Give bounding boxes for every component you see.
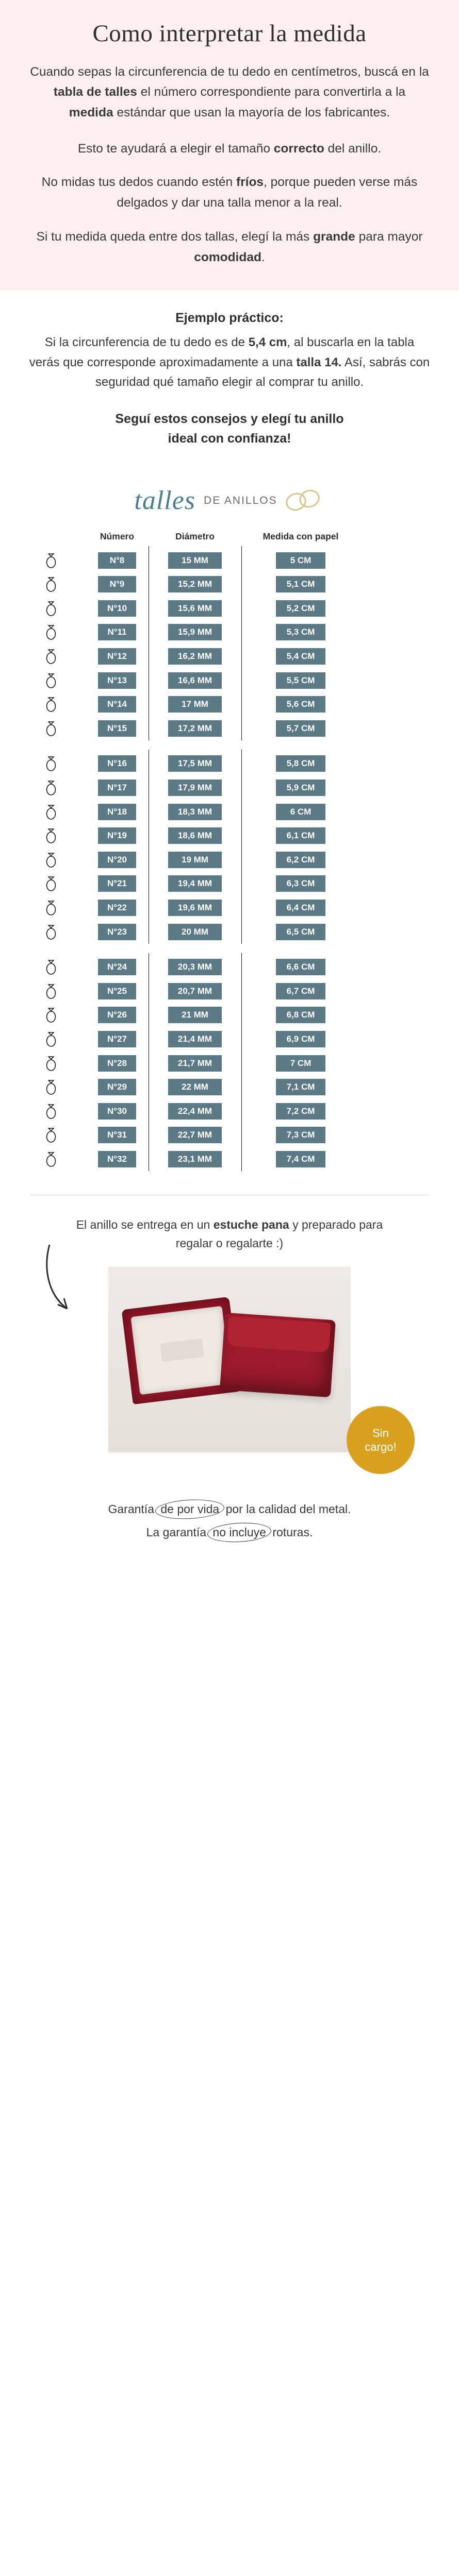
row-papel-cell (241, 875, 360, 892)
table-row (30, 920, 429, 944)
row-diametro-cell (149, 875, 241, 892)
numero-chip: N°16 (98, 755, 136, 772)
row-papel-cell (241, 900, 360, 916)
numero-chip: N°25 (98, 983, 136, 999)
intro-p1-bold-medida: medida (69, 106, 113, 120)
diametro-chip: 16,6 MM (168, 672, 222, 689)
numero-chip: N°31 (98, 1127, 136, 1143)
ring-icon (43, 1126, 59, 1144)
numero-chip: N°23 (98, 924, 136, 940)
warranty-line-2 (31, 1523, 428, 1542)
diametro-chip: 20,3 MM (168, 959, 222, 975)
table-column-headers (30, 531, 429, 542)
papel-chip: 5,7 CM (276, 720, 325, 737)
intro-p4-bold-comodidad: comodidad (194, 250, 261, 264)
ring-box-lid-inner (130, 1306, 231, 1395)
diametro-chip: 17 MM (168, 696, 222, 713)
row-numero-cell (86, 852, 149, 868)
gift-box-section (0, 1195, 459, 1452)
gift-box-bold-estuche: estuche pana (213, 1218, 289, 1232)
row-diametro-cell (149, 983, 241, 999)
table-row (30, 572, 429, 597)
table-row (30, 620, 429, 645)
papel-chip: 6,1 CM (276, 827, 325, 844)
row-ring-icon-cell (30, 575, 86, 593)
table-row (30, 848, 429, 872)
row-papel-cell (241, 804, 360, 820)
row-diametro-cell (149, 1007, 241, 1023)
ring-icon (43, 720, 59, 737)
diametro-chip: 23,1 MM (168, 1151, 222, 1167)
row-diametro-cell (149, 1127, 241, 1143)
ring-icon (43, 648, 59, 665)
gift-box-text (75, 1216, 384, 1252)
diametro-chip: 18,6 MM (168, 827, 222, 844)
row-diametro-cell (149, 1151, 241, 1167)
ring-icon (43, 803, 59, 821)
row-numero-cell (86, 827, 149, 844)
table-group-gap (30, 944, 429, 955)
row-ring-icon-cell (30, 982, 86, 1000)
ring-box-photo (108, 1267, 351, 1452)
row-diametro-cell (149, 1079, 241, 1095)
papel-chip: 6,9 CM (276, 1031, 325, 1047)
row-papel-cell (241, 852, 360, 868)
column-divider-right (241, 750, 242, 944)
row-ring-icon-cell (30, 600, 86, 617)
row-numero-cell (86, 672, 149, 689)
gift-box-part-c: y preparado para regalar o regalarte :) (175, 1218, 383, 1250)
ring-icon (43, 982, 59, 1000)
row-ring-icon-cell (30, 803, 86, 821)
numero-chip: N°12 (98, 648, 136, 665)
page-title: Como interpretar la medida (92, 20, 367, 47)
table-row (30, 1147, 429, 1172)
numero-chip: N°26 (98, 1007, 136, 1023)
numero-chip: N°19 (98, 827, 136, 844)
numero-chip: N°10 (98, 600, 136, 617)
row-numero-cell (86, 755, 149, 772)
papel-chip: 5,9 CM (276, 779, 325, 796)
row-papel-cell (241, 924, 360, 940)
row-numero-cell (86, 1031, 149, 1047)
warranty-2-highlight: no incluye (209, 1523, 269, 1542)
numero-chip: N°8 (98, 552, 136, 569)
table-row-group (30, 548, 429, 740)
ring-icon (43, 575, 59, 593)
table-row (30, 979, 429, 1003)
table-group-gap (30, 740, 429, 752)
table-row (30, 1123, 429, 1147)
row-diametro-cell (149, 696, 241, 713)
ring-icon (43, 1055, 59, 1072)
ring-icon (43, 899, 59, 917)
ring-icon (43, 875, 59, 892)
row-numero-cell (86, 1055, 149, 1072)
row-diametro-cell (149, 959, 241, 975)
row-diametro-cell (149, 600, 241, 617)
intro-p1-part-a: Cuando sepas la circunferencia de tu dedo en centímetros, buscá en la (30, 64, 429, 79)
row-ring-icon-cell (30, 1055, 86, 1072)
ring-icon (43, 958, 59, 976)
row-papel-cell (241, 1079, 360, 1095)
row-diametro-cell (149, 779, 241, 796)
ring-icon (43, 923, 59, 941)
row-numero-cell (86, 1079, 149, 1095)
numero-chip: N°32 (98, 1151, 136, 1167)
table-body (30, 548, 429, 1171)
numero-chip: N°28 (98, 1055, 136, 1072)
papel-chip: 7,1 CM (276, 1079, 325, 1095)
diametro-chip: 22,7 MM (168, 1127, 222, 1143)
intro-p4-part-e: . (261, 250, 265, 264)
intro-p2-bold-correcto: correcto (273, 141, 324, 156)
ring-icon (43, 1030, 59, 1048)
header-medida-papel: Medida con papel (263, 531, 339, 542)
warranty-2-part-c: roturas. (269, 1526, 313, 1539)
papel-chip: 5,6 CM (276, 696, 325, 713)
numero-chip: N°29 (98, 1079, 136, 1095)
numero-chip: N°14 (98, 696, 136, 713)
row-diametro-cell (149, 924, 241, 940)
diametro-chip: 15,6 MM (168, 600, 222, 617)
intro-p3-part-c: , porque pueden verse más delgados y dar una talla menor a la real. (117, 175, 418, 210)
example-title: Ejemplo práctico: (175, 311, 284, 326)
row-numero-cell (86, 900, 149, 916)
diametro-chip: 15,2 MM (168, 576, 222, 592)
papel-chip: 6,8 CM (276, 1007, 325, 1023)
cta-text (29, 410, 430, 448)
papel-chip: 5,2 CM (276, 600, 325, 617)
table-row (30, 800, 429, 824)
sizes-table (0, 531, 459, 1171)
papel-chip: 5,5 CM (276, 672, 325, 689)
example-body (29, 333, 430, 392)
cta-line-1: Seguí estos consejos y elegí tu anillo (115, 412, 344, 427)
table-row (30, 692, 429, 717)
table-row (30, 645, 429, 669)
papel-chip: 5,3 CM (276, 624, 325, 640)
intro-p1-part-e: estándar que usan la mayoría de los fabricantes. (113, 106, 390, 120)
table-row (30, 872, 429, 896)
ring-box-base (220, 1313, 336, 1398)
row-numero-cell (86, 720, 149, 737)
example-bold-measure: 5,4 cm (248, 335, 287, 350)
ring-icon (43, 779, 59, 796)
diametro-chip: 15 MM (168, 552, 222, 569)
sizes-chart-header (0, 485, 459, 516)
row-papel-cell (241, 696, 360, 713)
example-part-e: Así, sabrás con seguridad qué tamaño elegir al comprar tu anillo. (95, 355, 430, 389)
intro-p3-bold-frios: fríos (236, 175, 264, 190)
numero-chip: N°15 (98, 720, 136, 737)
row-ring-icon-cell (30, 672, 86, 689)
ring-icon (43, 851, 59, 869)
row-papel-cell (241, 600, 360, 617)
row-papel-cell (241, 983, 360, 999)
diametro-chip: 19,4 MM (168, 875, 222, 892)
diametro-chip: 21,4 MM (168, 1031, 222, 1047)
row-diametro-cell (149, 852, 241, 868)
intro-p1-part-c: el número correspondiente para convertirla a la (137, 85, 406, 99)
ring-icon (43, 827, 59, 844)
row-ring-icon-cell (30, 648, 86, 665)
numero-chip: N°21 (98, 875, 136, 892)
row-papel-cell (241, 1007, 360, 1023)
numero-chip: N°27 (98, 1031, 136, 1047)
row-papel-cell (241, 959, 360, 975)
row-diametro-cell (149, 755, 241, 772)
row-papel-cell (241, 1031, 360, 1047)
papel-chip: 6,2 CM (276, 852, 325, 868)
papel-chip: 6,7 CM (276, 983, 325, 999)
row-papel-cell (241, 648, 360, 665)
header-icon-column (30, 531, 86, 542)
diametro-chip: 19 MM (168, 852, 222, 868)
ring-icon (43, 1078, 59, 1096)
table-row-group (30, 752, 429, 944)
row-ring-icon-cell (30, 851, 86, 869)
diametro-chip: 15,9 MM (168, 624, 222, 640)
row-ring-icon-cell (30, 899, 86, 917)
ring-icon (43, 552, 59, 569)
table-row (30, 668, 429, 692)
papel-chip: 7,4 CM (276, 1151, 325, 1167)
ring-icon (43, 696, 59, 713)
row-ring-icon-cell (30, 755, 86, 772)
row-diametro-cell (149, 720, 241, 737)
ring-icon (43, 672, 59, 689)
header-numero: Número (100, 531, 135, 542)
diametro-chip: 19,6 MM (168, 900, 222, 916)
row-diametro-cell (149, 648, 241, 665)
papel-chip: 6,3 CM (276, 875, 325, 892)
column-divider-right (241, 546, 242, 740)
row-ring-icon-cell (30, 1078, 86, 1096)
intro-p4-part-a: Si tu medida queda entre dos tallas, elegí la más (36, 229, 314, 244)
row-diametro-cell (149, 672, 241, 689)
ring-icon (43, 623, 59, 641)
row-ring-icon-cell (30, 875, 86, 892)
diametro-chip: 20,7 MM (168, 983, 222, 999)
free-badge-line-2: cargo! (365, 1440, 397, 1454)
ring-icon (43, 600, 59, 617)
intro-p4-bold-grande: grande (313, 229, 355, 244)
row-ring-icon-cell (30, 1006, 86, 1024)
table-row-group (30, 955, 429, 1171)
row-ring-icon-cell (30, 923, 86, 941)
row-numero-cell (86, 600, 149, 617)
numero-chip: N°13 (98, 672, 136, 689)
row-numero-cell (86, 983, 149, 999)
row-ring-icon-cell (30, 1150, 86, 1168)
papel-chip: 5,8 CM (276, 755, 325, 772)
row-ring-icon-cell (30, 779, 86, 796)
papel-chip: 5,4 CM (276, 648, 325, 665)
row-diametro-cell (149, 1055, 241, 1072)
papel-chip: 7 CM (276, 1055, 325, 1072)
row-numero-cell (86, 959, 149, 975)
row-ring-icon-cell (30, 696, 86, 713)
diametro-chip: 16,2 MM (168, 648, 222, 665)
row-papel-cell (241, 720, 360, 737)
row-numero-cell (86, 875, 149, 892)
row-papel-cell (241, 552, 360, 569)
row-diametro-cell (149, 804, 241, 820)
free-badge-line-1: Sin (372, 1426, 389, 1439)
row-papel-cell (241, 672, 360, 689)
papel-chip: 6,5 CM (276, 924, 325, 940)
intro-p3-part-a: No midas tus dedos cuando estén (41, 175, 236, 190)
warranty-line-1 (31, 1500, 428, 1519)
ring-box-base-top (227, 1316, 331, 1353)
row-numero-cell (86, 1127, 149, 1143)
table-row (30, 824, 429, 848)
papel-chip: 6,6 CM (276, 959, 325, 975)
papel-chip: 7,3 CM (276, 1127, 325, 1143)
row-papel-cell (241, 1151, 360, 1167)
row-numero-cell (86, 552, 149, 569)
intro-p2-part-a: Esto te ayudará a elegir el tamaño (77, 141, 274, 156)
table-row (30, 752, 429, 776)
row-diametro-cell (149, 1103, 241, 1120)
papel-chip: 5 CM (276, 552, 325, 569)
row-numero-cell (86, 804, 149, 820)
warranty-1-part-a: Garantía (108, 1502, 158, 1516)
row-diametro-cell (149, 624, 241, 640)
warranty-1-highlight: de por vida (157, 1500, 222, 1519)
numero-chip: N°18 (98, 804, 136, 820)
diametro-chip: 17,9 MM (168, 779, 222, 796)
diametro-chip: 22,4 MM (168, 1103, 222, 1120)
ring-icon (43, 1006, 59, 1024)
example-part-c: , al buscarla en la tabla verás que corresponde aproximadamente a una (29, 335, 415, 369)
warranty-1-part-c: por la calidad del metal. (222, 1502, 351, 1516)
curved-arrow-icon (40, 1243, 112, 1320)
row-ring-icon-cell (30, 827, 86, 844)
numero-chip: N°9 (98, 576, 136, 592)
table-row (30, 1051, 429, 1075)
papel-chip: 7,2 CM (276, 1103, 325, 1120)
intro-paragraph-3 (27, 172, 432, 213)
intro-paragraph-1 (27, 62, 432, 123)
papel-chip: 5,1 CM (276, 576, 325, 592)
row-numero-cell (86, 624, 149, 640)
numero-chip: N°24 (98, 959, 136, 975)
table-row (30, 1003, 429, 1027)
row-papel-cell (241, 576, 360, 592)
sizes-chart-subtitle: DE ANILLOS (204, 494, 277, 506)
papel-chip: 6 CM (276, 804, 325, 820)
header-diametro: Diámetro (175, 531, 215, 542)
row-numero-cell (86, 1007, 149, 1023)
papel-chip: 6,4 CM (276, 900, 325, 916)
row-ring-icon-cell (30, 1126, 86, 1144)
table-row (30, 548, 429, 572)
ring-icon (43, 1150, 59, 1168)
row-papel-cell (241, 1055, 360, 1072)
numero-chip: N°11 (98, 624, 136, 640)
row-numero-cell (86, 1151, 149, 1167)
row-ring-icon-cell (30, 1030, 86, 1048)
row-ring-icon-cell (30, 552, 86, 569)
row-numero-cell (86, 924, 149, 940)
row-numero-cell (86, 779, 149, 796)
row-papel-cell (241, 755, 360, 772)
table-row (30, 717, 429, 741)
table-row (30, 1099, 429, 1123)
example-section (0, 290, 459, 459)
row-numero-cell (86, 576, 149, 592)
diametro-chip: 21 MM (168, 1007, 222, 1023)
row-diametro-cell (149, 576, 241, 592)
table-row (30, 1075, 429, 1099)
row-papel-cell (241, 1103, 360, 1120)
row-numero-cell (86, 1103, 149, 1120)
row-ring-icon-cell (30, 720, 86, 737)
example-bold-size: talla 14. (296, 355, 342, 369)
ring-box-slot (160, 1338, 204, 1362)
column-divider-right (241, 953, 242, 1171)
row-ring-icon-cell (30, 623, 86, 641)
diametro-chip: 22 MM (168, 1079, 222, 1095)
two-rings-icon (286, 489, 325, 513)
gift-box-part-a: El anillo se entrega en un (76, 1218, 214, 1232)
diametro-chip: 18,3 MM (168, 804, 222, 820)
intro-p1-bold-tabla: tabla de talles (53, 85, 137, 99)
row-diametro-cell (149, 827, 241, 844)
row-papel-cell (241, 827, 360, 844)
row-numero-cell (86, 696, 149, 713)
table-row (30, 955, 429, 979)
intro-paragraph-4 (27, 227, 432, 267)
row-numero-cell (86, 648, 149, 665)
ring-icon (43, 1103, 59, 1120)
intro-paragraph-2 (27, 139, 432, 159)
diametro-chip: 21,7 MM (168, 1055, 222, 1072)
table-row (30, 896, 429, 920)
row-ring-icon-cell (30, 1103, 86, 1120)
row-papel-cell (241, 779, 360, 796)
free-badge (347, 1406, 415, 1474)
diametro-chip: 17,2 MM (168, 720, 222, 737)
row-papel-cell (241, 624, 360, 640)
numero-chip: N°22 (98, 900, 136, 916)
numero-chip: N°20 (98, 852, 136, 868)
ring-icon (43, 755, 59, 772)
diametro-chip: 17,5 MM (168, 755, 222, 772)
intro-panel (0, 0, 459, 290)
table-row (30, 597, 429, 621)
row-diametro-cell (149, 552, 241, 569)
row-diametro-cell (149, 1031, 241, 1047)
row-ring-icon-cell (30, 958, 86, 976)
warranty-2-part-a: La garantía (146, 1526, 210, 1539)
row-diametro-cell (149, 900, 241, 916)
intro-p4-part-c: para mayor (355, 229, 423, 244)
intro-p2-part-c: del anillo. (324, 141, 382, 156)
cta-line-2: ideal con confianza! (168, 431, 291, 446)
diametro-chip: 20 MM (168, 924, 222, 940)
numero-chip: N°17 (98, 779, 136, 796)
row-papel-cell (241, 1127, 360, 1143)
table-row (30, 1027, 429, 1052)
example-part-a: Si la circunferencia de tu dedo es de (44, 335, 249, 350)
numero-chip: N°30 (98, 1103, 136, 1120)
table-row (30, 776, 429, 800)
sizes-chart-script-title: talles (134, 486, 196, 516)
